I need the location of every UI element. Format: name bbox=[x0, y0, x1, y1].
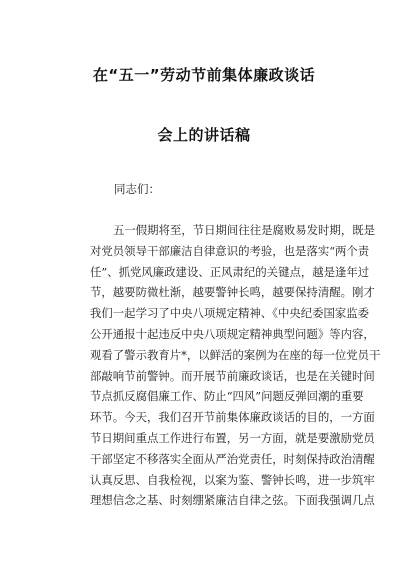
paragraph-line: 部敲响节前警钟。而开展节前廉政谈话，也是在关键时间 bbox=[90, 368, 375, 383]
paragraph-line: 干部坚定不移落实全面从严治党责任，时刻保持政治清醒 bbox=[90, 451, 375, 466]
paragraph-line: 理想信念之基、时刻绷紧廉洁自律之弦。下面我强调几点 bbox=[90, 493, 375, 508]
paragraph-line: 节日期间重点工作进行布置，另一方面，就是要激励党员 bbox=[90, 430, 375, 445]
paragraph-line: 观看了警示教育片*，以鲜活的案例为在座的每一位党员干 bbox=[90, 347, 381, 362]
paragraph-line: 我们一起学习了中央八项规定精神、《中央纪委国家监委 bbox=[90, 306, 370, 321]
paragraph-line: 任”、抓党风廉政建设、正风肃纪的关键点，越是逢年过 bbox=[90, 264, 370, 279]
speech-paragraph bbox=[90, 220, 381, 511]
paragraph-line: 对党员领导干部廉洁自律意识的考验，也是落实“两个责 bbox=[90, 243, 370, 258]
document-title-line-1: 在“五一”劳动节前集体廉政谈话 bbox=[92, 66, 316, 84]
document-title-line-2: 会上的讲话稿 bbox=[157, 126, 251, 144]
paragraph-line: 认真反思、自我检视，以案为鉴、警钟长鸣，进一步筑牢 bbox=[90, 472, 375, 487]
paragraph-line: 节，越要防微杜渐，越要警钟长鸣，越要保持清醒。刚才 bbox=[90, 285, 375, 300]
paragraph-line: 节点抓反腐倡廉工作、防止“四风”问题反弹回潮的重要 bbox=[90, 389, 364, 404]
paragraph-line: 五一假期将至，节日期间往往是腐败易发时期，既是 bbox=[113, 223, 375, 237]
paragraph-line: 环节。今天，我们召开节前集体廉政谈话的目的，一方面 bbox=[90, 410, 375, 425]
salutation: 同志们： bbox=[114, 182, 160, 196]
paragraph-line: 公开通报十起违反中央八项规定精神典型问题》等内容， bbox=[90, 326, 375, 341]
